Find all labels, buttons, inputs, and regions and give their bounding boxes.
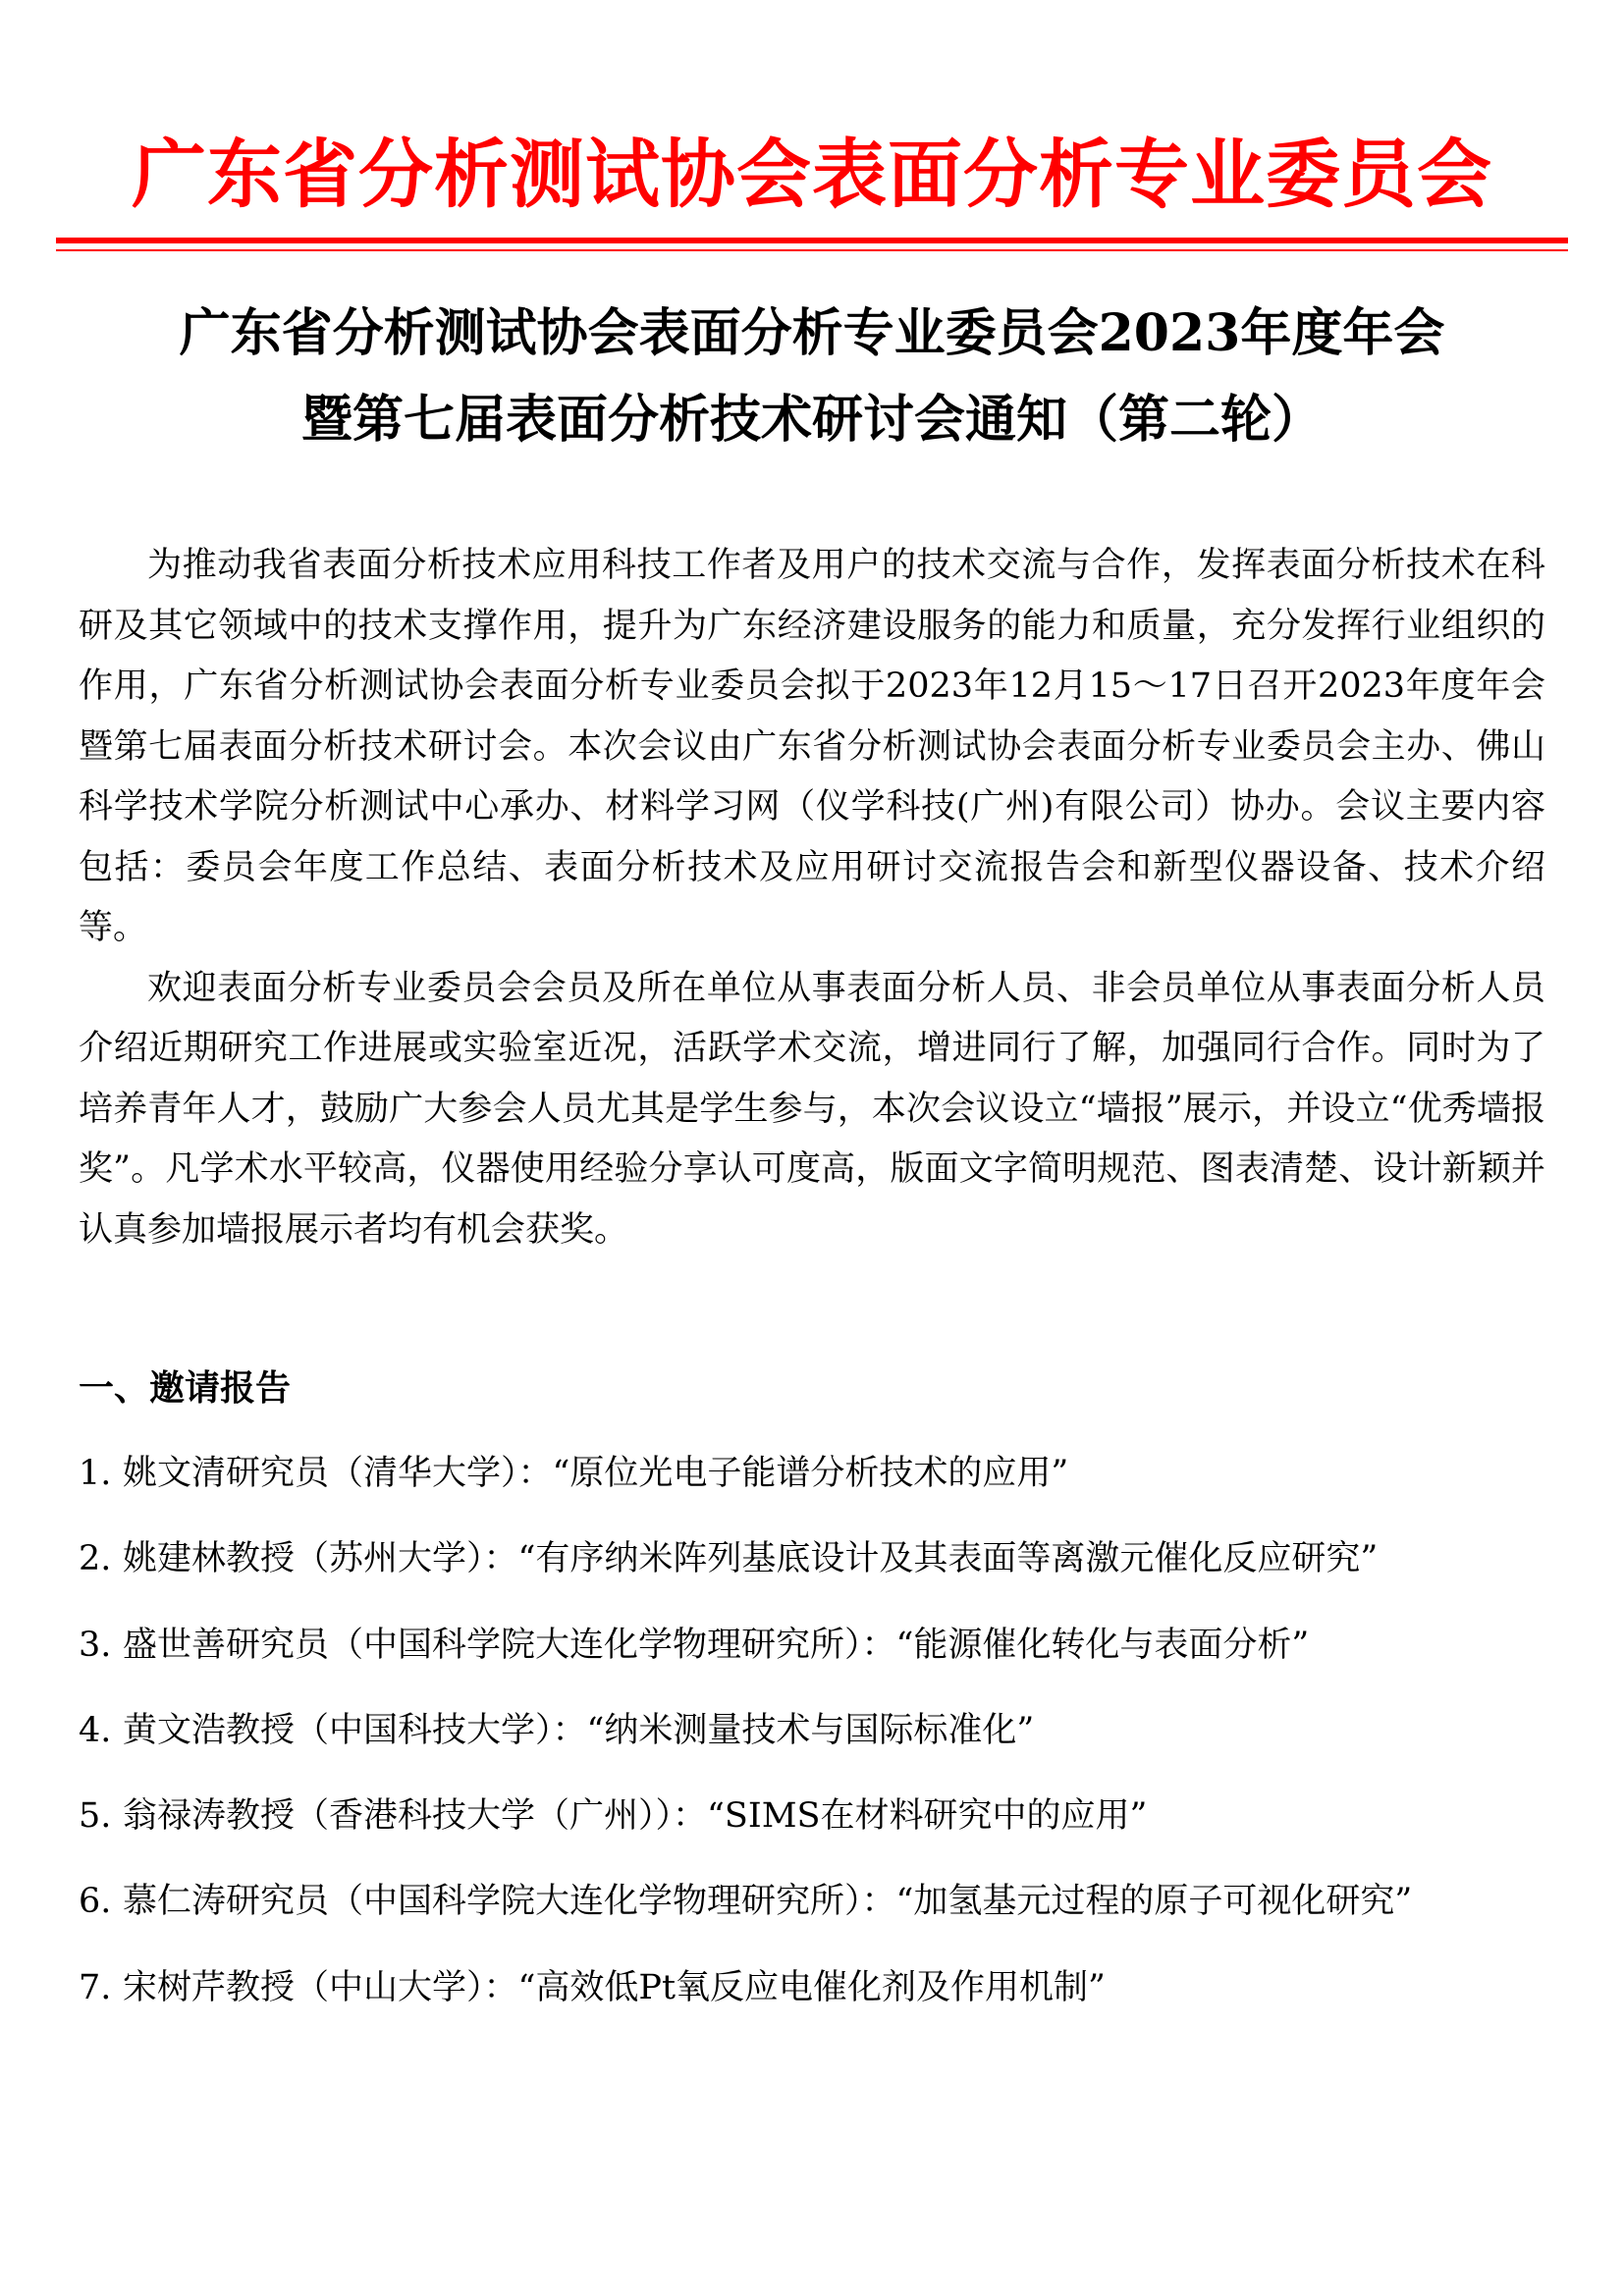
list-item [79, 1963, 1571, 2049]
invited-reports-heading: 一、邀请报告 [79, 1368, 292, 1409]
list-item-text: 宋树芹教授（中山大学）：“高效低Pt氧反应电催化剂及作用机制” [123, 1967, 1106, 2007]
letterhead-rule-thick [56, 238, 1568, 243]
list-item-number: 7. [79, 1967, 112, 2007]
intro-paragraph-1: 为推动我省表面分析技术应用科技工作者及用户的技术交流与合作，发挥表面分析技术在科研及其它领域中的技术支撑作用，提升为广东经济建设服务的能力和质量，充分发挥行业组织的作用，广东省分析测试协会表面分析专业委员会拟于2023年12月15～17日召开2023年度年会暨第七届表面分析技术研讨会。本次会议由广东省分析测试协会表面分析专业委员会主办、佛山科学技术学院分析测试中心承办、材料学习网（仪学科技(广州)有限公司）协办。会议主要内容包括：委员会年度工作总结、表面分析技术及应用研讨交流报告会和新型仪器设备、技术介绍等。 [79, 546, 1545, 947]
list-item-number: 2. [79, 1539, 112, 1579]
letterhead-rule-thin [56, 249, 1568, 251]
list-item-number: 1. [79, 1454, 112, 1493]
notice-title-line2: 暨第七届表面分析技术研讨会通知（第二轮） [300, 390, 1323, 450]
invited-reports-list [79, 1449, 1571, 2049]
intro-section [79, 536, 1545, 1260]
list-item-number: 6. [79, 1882, 112, 1922]
list-item [79, 1706, 1571, 1791]
intro-paragraph-2: 欢迎表面分析专业委员会会员及所在单位从事表面分析人员、非会员单位从事表面分析人员介绍近期研究工作进展或实验室近况，活跃学术交流，增进同行了解，加强同行合作。同时为了培养青年人才，鼓励广大参会人员尤其是学生参与，本次会议设立“墙报”展示，并设立“优秀墙报奖”。凡学术水平较高，仪器使用经验分享认可度高，版面文字简明规范、图表清楚、设计新颖并认真参加墙报展示者均有机会获奖。 [79, 968, 1545, 1250]
notice-title [39, 291, 1585, 463]
list-item-text: 姚建林教授（苏州大学）：“有序纳米阵列基底设计及其表面等离激元催化反应研究” [123, 1539, 1379, 1579]
list-item-number: 4. [79, 1710, 112, 1750]
list-item-text: 姚文清研究员（清华大学）：“原位光电子能谱分析技术的应用” [123, 1454, 1069, 1493]
list-item-number: 5. [79, 1796, 112, 1837]
list-item [79, 1449, 1571, 1534]
notice-title-line1: 广东省分析测试协会表面分析专业委员会2023年度年会 [179, 303, 1445, 363]
list-item [79, 1791, 1571, 1877]
list-item [79, 1534, 1571, 1620]
list-item-text: 盛世善研究员（中国科学院大连化学物理研究所）：“能源催化转化与表面分析” [123, 1625, 1310, 1665]
list-item-number: 3. [79, 1625, 112, 1665]
list-item-text: 翁禄涛教授（香港科技大学（广州））：“SIMS在材料研究中的应用” [123, 1796, 1148, 1837]
list-item [79, 1621, 1571, 1706]
list-item-text: 慕仁涛研究员（中国科学院大连化学物理研究所）：“加氢基元过程的原子可视化研究” [123, 1882, 1413, 1922]
letterhead-organization: 广东省分析测试协会表面分析专业委员会 [132, 131, 1492, 218]
list-item [79, 1877, 1571, 1962]
list-item-text: 黄文浩教授（中国科技大学）：“纳米测量技术与国际标准化” [123, 1710, 1035, 1750]
